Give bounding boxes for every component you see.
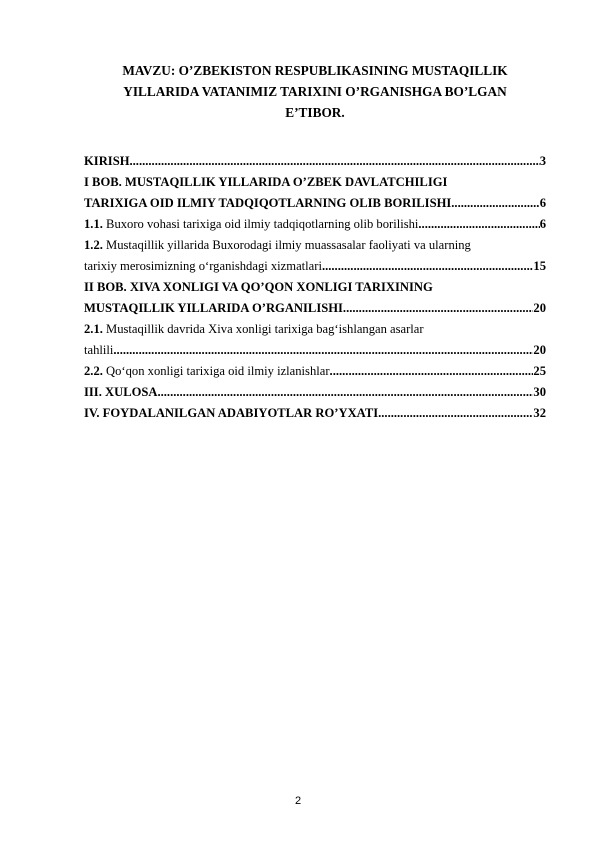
- toc-entry-text-cont: MUSTAQILLIK YILLARIDA O’RGANILISHI: [84, 301, 343, 315]
- title-line-1: MAVZU: O’ZBEKISTON RESPUBLIKASINING MUSTAQILLIK: [122, 63, 508, 78]
- toc-entry-text-cont: tahlili: [84, 343, 114, 357]
- toc-page-number: 6: [539, 196, 546, 210]
- table-of-contents: [84, 151, 546, 424]
- page-number: 2: [294, 795, 302, 807]
- toc-entry-text-cont: TARIXIGA OID ILMIY TADQIQOTLARNING OLIB BORILISHI: [84, 196, 452, 210]
- toc-entry-text: IV. FOYDALANILGAN ADABIYOTLAR RO’YXATI: [84, 406, 379, 420]
- toc-entry-1-1[interactable]: [84, 214, 546, 235]
- dot-leader: [130, 151, 540, 172]
- toc-entry-2-1[interactable]: [84, 319, 546, 361]
- dot-leader: [322, 256, 533, 277]
- toc-page-number: 6: [539, 217, 546, 231]
- toc-entry-text: I BOB. MUSTAQILLIK YILLARIDA O’ZBEK DAVLATCHILIGI: [84, 175, 448, 189]
- toc-page-number: 3: [539, 154, 546, 168]
- toc-entry-kirish[interactable]: [84, 151, 546, 172]
- dot-leader: [113, 340, 533, 361]
- toc-entry-adabiyotlar[interactable]: [84, 403, 546, 424]
- toc-entry-text: Mustaqillik davrida Xiva xonligi tarixiga bag‘ishlangan asarlar: [102, 322, 424, 336]
- toc-page-number: 30: [533, 385, 546, 399]
- toc-page-number: 15: [533, 259, 546, 273]
- document-title: [84, 60, 546, 123]
- toc-page-number: 20: [533, 343, 546, 357]
- toc-entry-text: III. XULOSA: [84, 385, 158, 399]
- toc-page-number: 32: [533, 406, 546, 420]
- section-number: 2.1.: [84, 322, 103, 336]
- toc-entry-text: Buxoro vohasi tarixiga oid ilmiy tadqiqotlarning olib borilishi: [102, 217, 419, 231]
- dot-leader: [451, 193, 539, 214]
- section-number: 1.2.: [84, 238, 103, 252]
- title-line-2: YILLARIDA VATANIMIZ TARIXINI O’RGANISHGA BO’LGAN: [123, 84, 507, 99]
- section-number: 2.2.: [84, 364, 103, 378]
- dot-leader: [343, 298, 533, 319]
- toc-entry-2-2[interactable]: [84, 361, 546, 382]
- dot-leader: [418, 214, 539, 235]
- dot-leader: [157, 382, 533, 403]
- toc-entry-bob1[interactable]: [84, 172, 546, 214]
- toc-entry-text: II BOB. XIVA XONLIGI VA QO’QON XONLIGI TARIXINING: [84, 280, 433, 294]
- section-number: 1.1.: [84, 217, 103, 231]
- toc-entry-text: Qo‘qon xonligi tarixiga oid ilmiy izlanishlar: [102, 364, 330, 378]
- toc-entry-xulosa[interactable]: [84, 382, 546, 403]
- toc-page-number: 25: [533, 364, 546, 378]
- dot-leader: [378, 403, 533, 424]
- toc-page-number: 20: [533, 301, 546, 315]
- dot-leader: [330, 361, 534, 382]
- title-line-3: E’TIBOR.: [285, 105, 345, 120]
- toc-entry-text-cont: tarixiy merosimizning o‘rganishdagi xizmatlari: [84, 259, 322, 273]
- toc-entry-text: Mustaqillik yillarida Buxorodagi ilmiy muassasalar faoliyati va ularning: [102, 238, 471, 252]
- toc-entry-text: KIRISH: [84, 154, 130, 168]
- toc-entry-bob2[interactable]: [84, 277, 546, 319]
- toc-entry-1-2[interactable]: [84, 235, 546, 277]
